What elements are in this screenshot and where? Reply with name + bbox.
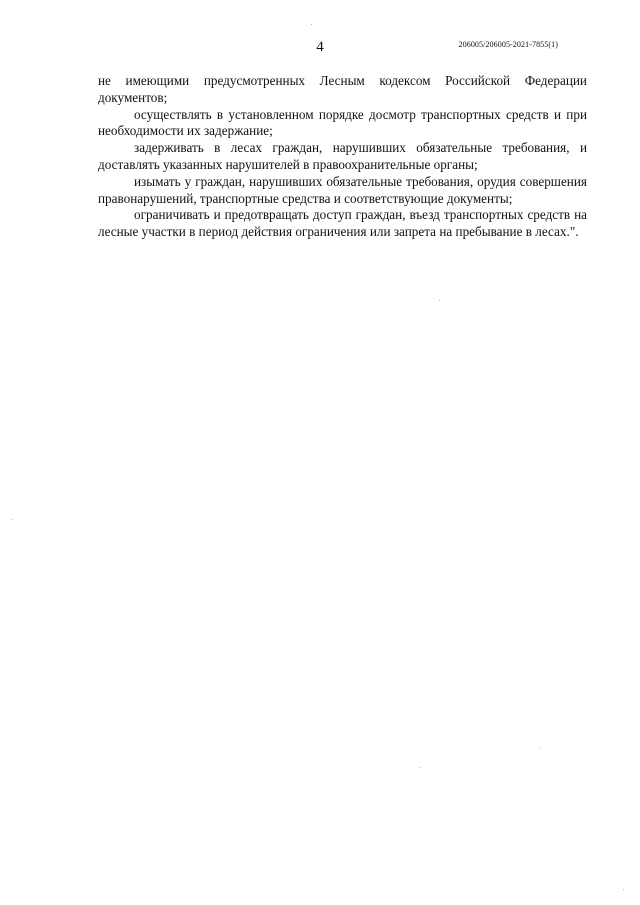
paragraph-seize-items: изымать у граждан, нарушивших обязательные требования, орудия совершения правонарушений, транспортные средства и соответствующие документы;	[98, 173, 587, 206]
paragraph-restrict-access: ограничивать и предотвращать доступ граждан, въезд транспортных средств на лесные участки в период действия ограничения или запрета на пребывание в лесах.".	[98, 207, 587, 240]
scan-speck	[311, 24, 312, 25]
paragraph-detain-citizens: задерживать в лесах граждан, нарушивших обязательные требования, и доставлять указанных нарушителей в правоохранительные органы;	[98, 140, 587, 172]
body-text	[98, 73, 587, 241]
scan-speck	[439, 300, 440, 301]
paragraph-inspect-vehicles: осуществлять в установленном порядке досмотр транспортных средств и при необходимости их задержание;	[98, 106, 587, 139]
page-number: 4	[316, 39, 324, 55]
scan-speck	[11, 519, 12, 520]
document-id: 206005/206005-2021-7855(1)	[458, 40, 558, 49]
scan-speck	[623, 889, 624, 890]
paragraph-continuation: не имеющими предусмотренных Лесным кодексом Российской Федерации документов;	[98, 73, 587, 105]
scan-speck	[540, 748, 541, 749]
scan-speck	[420, 767, 421, 768]
